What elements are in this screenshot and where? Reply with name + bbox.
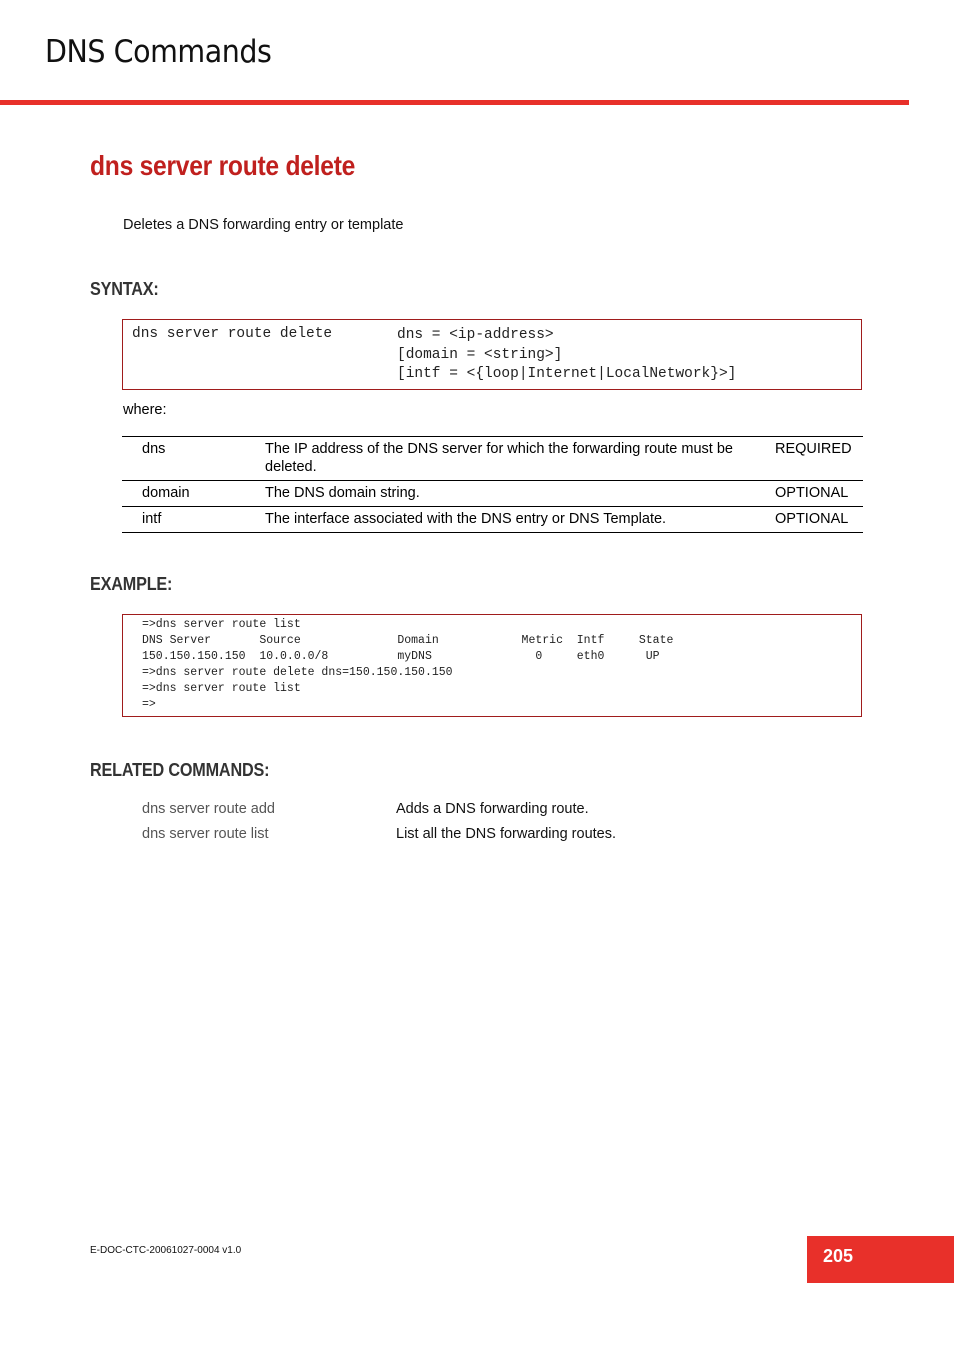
syntax-box xyxy=(122,319,862,390)
table-row xyxy=(122,507,863,533)
section-title: dns server route delete xyxy=(90,150,356,181)
param-name: intf xyxy=(142,511,162,527)
param-name: domain xyxy=(142,485,190,501)
syntax-arg: dns = <ip-address> xyxy=(397,327,554,343)
example-line: => xyxy=(142,698,156,711)
param-description: The IP address of the DNS server for which the forwarding route must be deleted. xyxy=(265,441,733,475)
related-command-description: List all the DNS forwarding routes. xyxy=(396,826,617,842)
parameters-table xyxy=(122,436,863,533)
table-row xyxy=(122,481,863,507)
page-number: 205 xyxy=(807,1236,954,1283)
table-row xyxy=(122,437,863,481)
example-line: =>dns server route delete dns=150.150.150.150 xyxy=(142,666,453,679)
example-line: =>dns server route list xyxy=(142,618,301,631)
related-command-link[interactable]: dns server route list xyxy=(142,826,269,842)
related-commands-list xyxy=(142,801,842,851)
param-description: The DNS domain string. xyxy=(265,485,420,501)
related-command-description: Adds a DNS forwarding route. xyxy=(396,801,589,817)
command-description: Deletes a DNS forwarding entry or template xyxy=(123,217,404,233)
syntax-arg: [intf = <{loop|Internet|LocalNetwork}>] xyxy=(397,366,737,382)
header-divider xyxy=(0,100,909,105)
param-description: The interface associated with the DNS entry or DNS Template. xyxy=(265,511,667,527)
param-requirement: OPTIONAL xyxy=(775,511,849,527)
syntax-heading: SYNTAX: xyxy=(90,279,159,299)
list-item xyxy=(142,826,842,851)
related-commands-heading: RELATED COMMANDS: xyxy=(90,760,270,780)
example-line: DNS Server Source Domain Metric Intf State xyxy=(142,634,674,647)
document-id: E-DOC-CTC-20061027-0004 v1.0 xyxy=(90,1245,242,1256)
param-requirement: OPTIONAL xyxy=(775,485,849,501)
example-line: 150.150.150.150 10.0.0.0/8 myDNS 0 eth0 UP xyxy=(142,650,660,663)
syntax-arguments xyxy=(397,326,736,385)
chapter-title: DNS Commands xyxy=(45,34,272,70)
example-box xyxy=(122,614,862,717)
example-heading: EXAMPLE: xyxy=(90,574,173,594)
where-label: where: xyxy=(123,402,167,418)
syntax-arg: [domain = <string>] xyxy=(397,346,563,363)
param-name: dns xyxy=(142,441,166,457)
list-item xyxy=(142,801,842,826)
param-requirement: REQUIRED xyxy=(775,441,852,457)
syntax-command: dns server route delete xyxy=(132,326,333,342)
example-line: =>dns server route list xyxy=(142,682,301,695)
related-command-link[interactable]: dns server route add xyxy=(142,801,275,817)
